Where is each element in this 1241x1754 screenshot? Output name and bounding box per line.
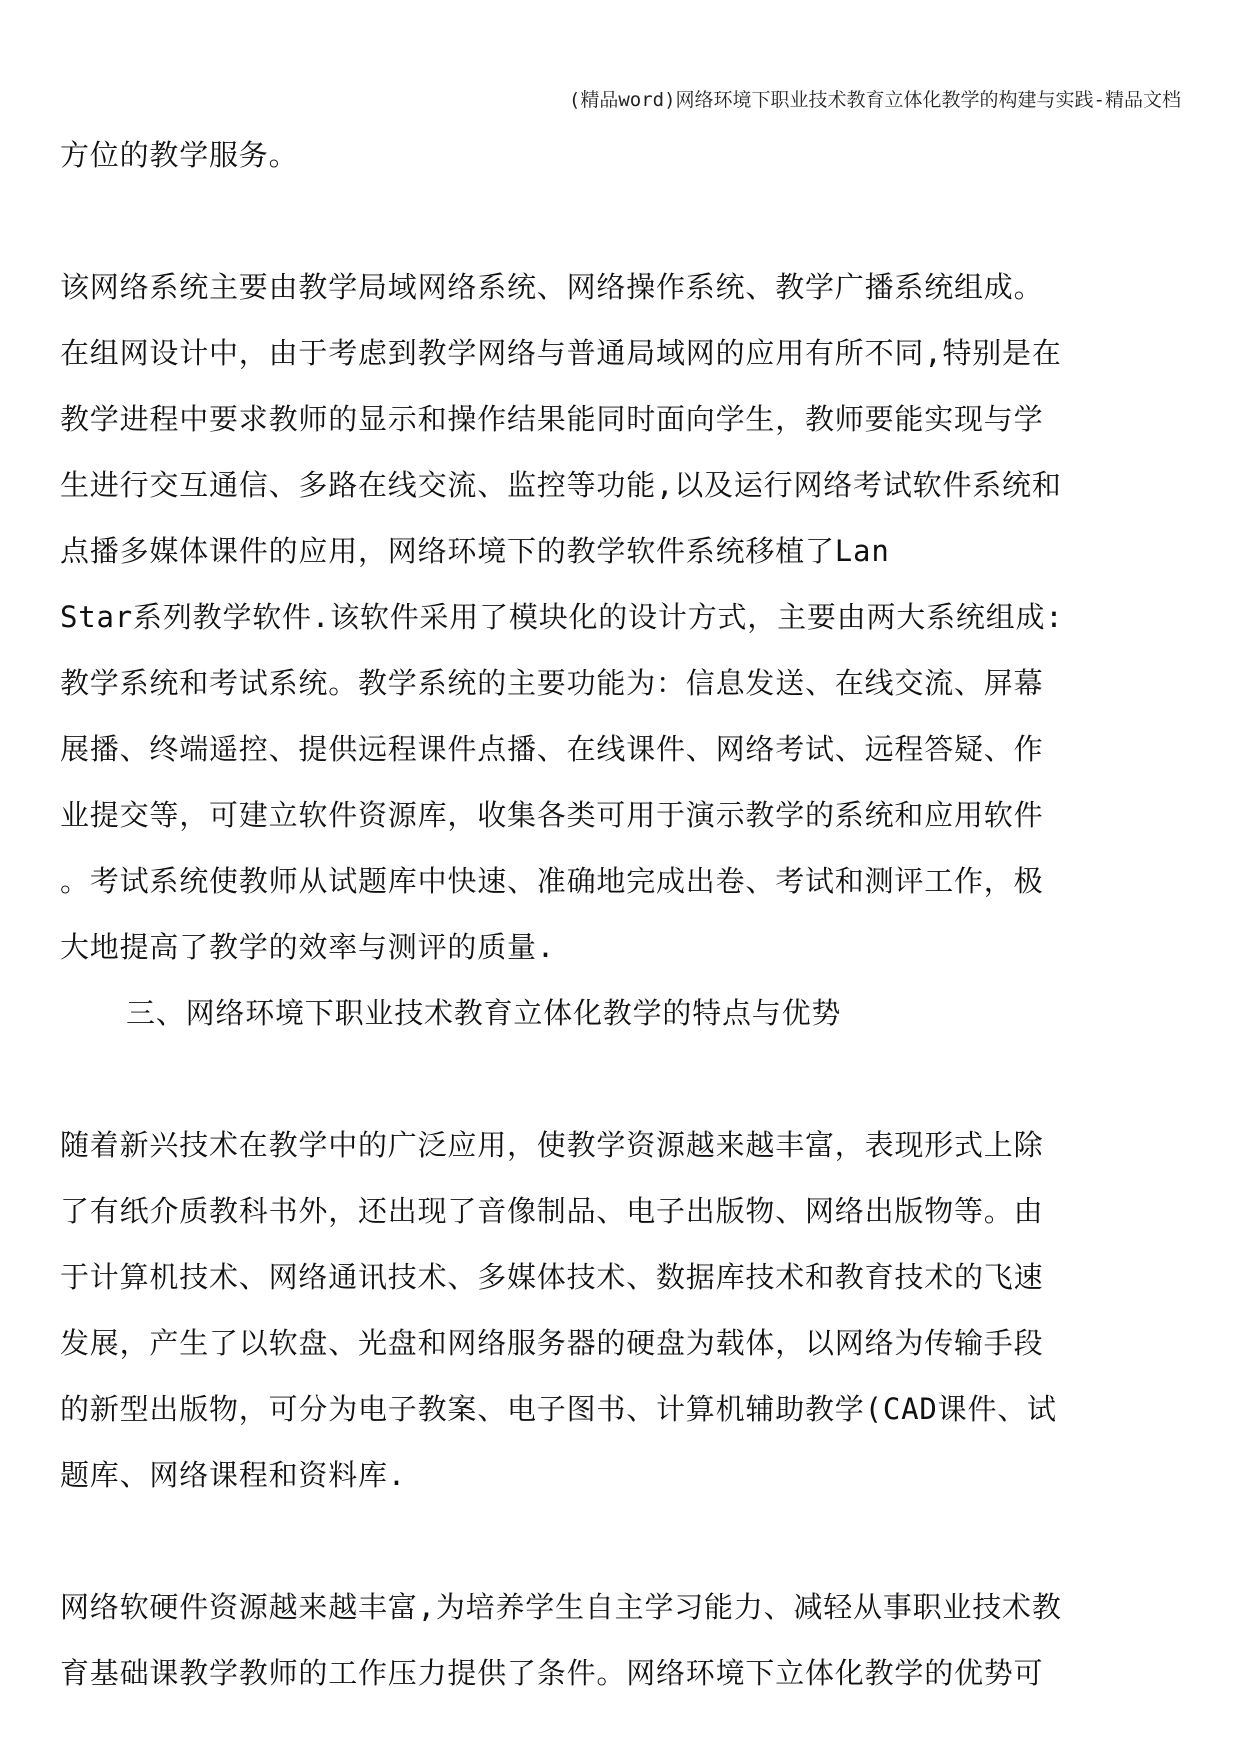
paragraph-gap xyxy=(60,1508,1190,1574)
paragraph-gap xyxy=(60,1046,1190,1112)
paragraph-line: 生进行交互通信、多路在线交流、监控等功能,以及运行网络考试软件系统和 xyxy=(60,468,1062,502)
paragraph-line: 展播、终端遥控、提供远程课件点播、在线课件、网络考试、远程答疑、作 xyxy=(60,732,1044,766)
paragraph-line: 。考试系统使教师从试题库中快速、准确地完成出卷、考试和测评工作，极 xyxy=(60,864,1044,898)
paragraph-line: 业提交等，可建立软件资源库，收集各类可用于演示教学的系统和应用软件 xyxy=(60,798,1044,832)
paragraph-line: 大地提高了教学的效率与测评的质量. xyxy=(60,930,556,964)
paragraph-line: 了有纸介质教科书外，还出现了音像制品、电子出版物、网络出版物等。由 xyxy=(60,1194,1044,1228)
paragraph-line: 点播多媒体课件的应用，网络环境下的教学软件系统移植了Lan xyxy=(60,534,890,568)
paragraph-line: 在组网设计中，由于考虑到教学网络与普通局域网的应用有所不同,特别是在 xyxy=(60,336,1062,370)
paragraph-line: 于计算机技术、网络通讯技术、多媒体技术、数据库技术和教育技术的飞速 xyxy=(60,1260,1044,1294)
paragraph-line: 发展，产生了以软盘、光盘和网络服务器的硬盘为载体，以网络为传输手段 xyxy=(60,1326,1044,1360)
paragraph-line: 的新型出版物，可分为电子教案、电子图书、计算机辅助教学(CAD课件、试 xyxy=(60,1392,1057,1426)
paragraph-line: 网络软硬件资源越来越丰富,为培养学生自主学习能力、减轻从事职业技术教 xyxy=(60,1590,1062,1624)
paragraph-line: Star系列教学软件.该软件采用了模块化的设计方式，主要由两大系统组成: xyxy=(60,600,1064,634)
section-heading: 三、网络环境下职业技术教育立体化教学的特点与优势 xyxy=(126,996,842,1030)
paragraph-line: 题库、网络课程和资料库. xyxy=(60,1458,407,1492)
paragraph-line: 随着新兴技术在教学中的广泛应用，使教学资源越来越丰富，表现形式上除 xyxy=(60,1128,1044,1162)
document-body xyxy=(60,122,1190,1706)
paragraph-line: 教学进程中要求教师的显示和操作结果能同时面向学生，教师要能实现与学 xyxy=(60,402,1044,436)
paragraph-gap xyxy=(60,188,1190,254)
paragraph-line: 育基础课教学教师的工作压力提供了条件。网络环境下立体化教学的优势可 xyxy=(60,1656,1044,1690)
paragraph-line: 方位的教学服务。 xyxy=(60,138,299,172)
paragraph-line: 该网络系统主要由教学局域网络系统、网络操作系统、教学广播系统组成。 xyxy=(60,270,1044,304)
paragraph-line: 教学系统和考试系统。教学系统的主要功能为：信息发送、在线交流、屏幕 xyxy=(60,666,1044,700)
page-header: (精品word)网络环境下职业技术教育立体化教学的构建与实践-精品文档 xyxy=(568,89,1181,111)
